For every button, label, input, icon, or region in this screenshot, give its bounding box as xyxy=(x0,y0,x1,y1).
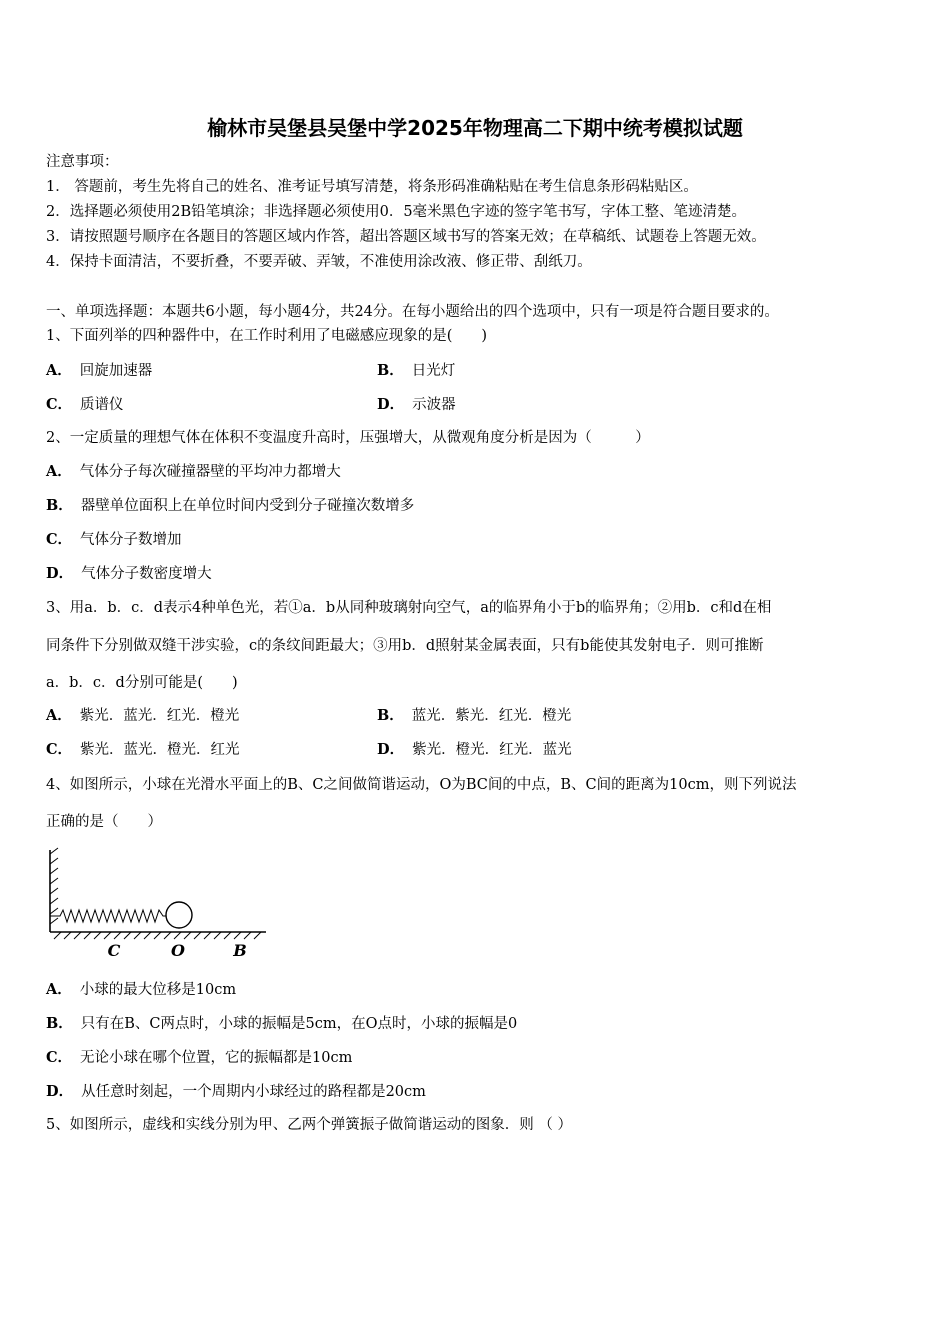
option-text: 小球的最大位移是10cm xyxy=(79,982,237,998)
option-text: 质谱仪 xyxy=(80,397,124,413)
q1-option-d xyxy=(377,395,456,415)
option-label: B． xyxy=(46,497,73,514)
notice-heading: 注意事项： xyxy=(46,154,119,170)
notice-item: 3．请按照题号顺序在各题目的答题区域内作答，超出答题区域书写的答案无效；在草稿纸、试题卷上答题无效。 xyxy=(46,229,766,245)
q1-option-b xyxy=(377,361,455,381)
option-text: 气体分子数增加 xyxy=(80,532,182,548)
q4-option-a xyxy=(46,980,236,1000)
option-text: 从任意时刻起，一个周期内小球经过的路程都是20cm xyxy=(81,1084,426,1100)
option-text: 紫光．蓝光．橙光．红光 xyxy=(80,742,240,758)
option-text: 紫光．橙光．红光．蓝光 xyxy=(412,742,572,758)
option-label: A． xyxy=(46,463,72,480)
question-4-stem: 正确的是（ ） xyxy=(46,814,162,830)
option-text: 日光灯 xyxy=(411,363,456,379)
option-text: 无论小球在哪个位置，它的振幅都是10cm xyxy=(80,1050,353,1066)
question-1-stem: 1、下面列举的四种器件中，在工作时利用了电磁感应现象的是( ) xyxy=(46,328,488,344)
q2-option-d xyxy=(46,564,212,584)
q3-option-d xyxy=(377,740,572,760)
option-label: D． xyxy=(377,396,405,413)
option-text: 回旋加速器 xyxy=(79,363,153,379)
option-label: B． xyxy=(46,1015,73,1032)
option-label: C． xyxy=(46,741,73,758)
notice-item: 2．选择题必须使用2B铅笔填涂；非选择题必须使用0．5毫米黑色字迹的签字笔书写，字体工整、笔迹清楚。 xyxy=(46,204,747,220)
option-label: A． xyxy=(46,981,72,998)
option-text: 蓝光．紫光．红光．橙光 xyxy=(411,708,572,724)
option-label: C． xyxy=(46,396,73,413)
q1-option-c xyxy=(46,395,124,415)
q2-option-c xyxy=(46,530,182,550)
label-c: C xyxy=(107,941,121,960)
notice-item: 4．保持卡面清洁，不要折叠，不要弄破、弄皱，不准使用涂改液、修正带、刮纸刀。 xyxy=(46,254,592,270)
option-label: C． xyxy=(46,531,73,548)
option-label: D． xyxy=(377,741,405,758)
option-text: 示波器 xyxy=(412,397,456,413)
question-3-stem: 3、用a．b．c．d表示4种单色光，若①a．b从同种玻璃射向空气，a的临界角小于b的临界角；②用b．c和d在相 xyxy=(46,600,772,616)
option-text: 器壁单位面积上在单位时间内受到分子碰撞次数增多 xyxy=(80,498,415,514)
q2-option-b xyxy=(46,496,414,516)
label-o: O xyxy=(171,941,185,960)
option-label: D． xyxy=(46,1083,74,1100)
option-label: D． xyxy=(46,565,74,582)
q1-option-a xyxy=(46,361,152,381)
question-2-stem: 2、一定质量的理想气体在体积不变温度升高时，压强增大，从微观角度分析是因为（ ） xyxy=(46,430,650,446)
q4-option-c xyxy=(46,1048,352,1068)
q3-option-b xyxy=(377,706,571,726)
ball xyxy=(166,902,192,928)
question-5-stem: 5、如图所示，虚线和实线分别为甲、乙两个弹簧振子做简谐运动的图象．则 （ ） xyxy=(46,1117,572,1133)
option-text: 气体分子数密度增大 xyxy=(81,566,212,582)
q4-option-d xyxy=(46,1082,426,1102)
option-label: B． xyxy=(377,707,404,724)
option-label: A． xyxy=(46,707,72,724)
question-4-stem: 4、如图所示，小球在光滑水平面上的B、C之间做简谐运动，O为BC间的中点，B、C间的距离为10cm，则下列说法 xyxy=(46,777,797,793)
option-text: 紫光．蓝光．红光．橙光 xyxy=(79,708,240,724)
q3-option-a xyxy=(46,706,239,726)
question-3-stem: a．b．c．d分别可能是( ) xyxy=(46,675,238,691)
question-3-stem: 同条件下分别做双缝干涉实验，c的条纹间距最大；③用b．d照射某金属表面，只有b能使其发射电子．则可推断 xyxy=(46,638,764,654)
label-b: B xyxy=(233,941,247,960)
page-title: 榆林市吴堡县吴堡中学2025年物理高二下期中统考模拟试题 xyxy=(207,116,743,140)
option-label: B． xyxy=(377,362,404,379)
option-text: 只有在B、C两点时，小球的振幅是5cm，在O点时，小球的振幅是0 xyxy=(80,1016,518,1032)
spring-oscillator-figure xyxy=(44,844,274,964)
option-label: A． xyxy=(46,362,72,379)
option-text: 气体分子每次碰撞器壁的平均冲力都增大 xyxy=(79,464,341,480)
q4-option-b xyxy=(46,1014,517,1034)
q3-option-c xyxy=(46,740,240,760)
section-heading: 一、单项选择题：本题共6小题，每小题4分，共24分。在每小题给出的四个选项中，只有一项是符合题目要求的。 xyxy=(46,304,779,320)
option-label: C． xyxy=(46,1049,73,1066)
q2-option-a xyxy=(46,462,341,482)
notice-item: 1． 答题前，考生先将自己的姓名、准考证号填写清楚，将条形码准确粘贴在考生信息条形码粘贴区。 xyxy=(46,179,698,195)
